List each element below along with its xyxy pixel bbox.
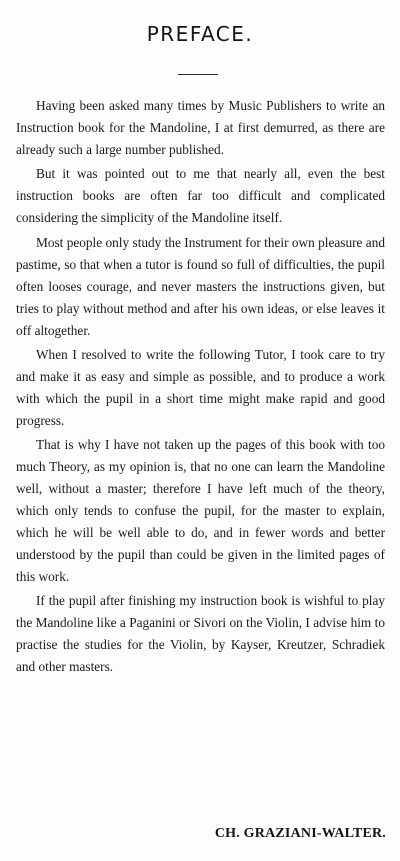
paragraph: That is why I have not taken up the pages of this book with too much Theory, as my opinion is, that no one can learn the Mandoline well, without a master; therefore I have left much of the theory, which only tends to confuse the pupil, for the master to explain, which he will be well able to do, and in fewer words and better understood by the pupil than could be given in the limited pages of this work. — [16, 437, 385, 585]
title-divider — [178, 74, 218, 75]
author-signature: CH. GRAZIANI-WALTER. — [214, 826, 386, 841]
paragraph: But it was pointed out to me that nearly all, even the best instruction books are often far too difficult and complicated considering the simplicity of the Mandoline itself. — [16, 166, 385, 226]
paragraph: When I resolved to write the following Tutor, I took care to try and make it as easy and simple as possible, and to produce a work with which the pupil in a short time might make rapid and good progress. — [16, 346, 385, 428]
paragraph: If the pupil after finishing my instruction book is wishful to play the Mandoline like a Paganini or Sivori on the Violin, I advise him to practise the studies for the Violin, by Kayser, Kreutzer, Schradiek and other masters. — [16, 593, 385, 675]
paragraph: Having been asked many times by Music Publishers to write an Instruction book for the Mandoline, I at first demurred, as there are already such a large number published. — [16, 98, 385, 157]
paragraph: Most people only study the Instrument for their own pleasure and pastime, so that when a tutor is found so full of difficulties, the pupil often looses courage, and never masters the instructions given, but tries to play without method and after his own ideas, or else leaves it off altogether. — [16, 234, 385, 338]
page-title: PREFACE. — [146, 22, 254, 46]
preface-body — [16, 95, 385, 681]
